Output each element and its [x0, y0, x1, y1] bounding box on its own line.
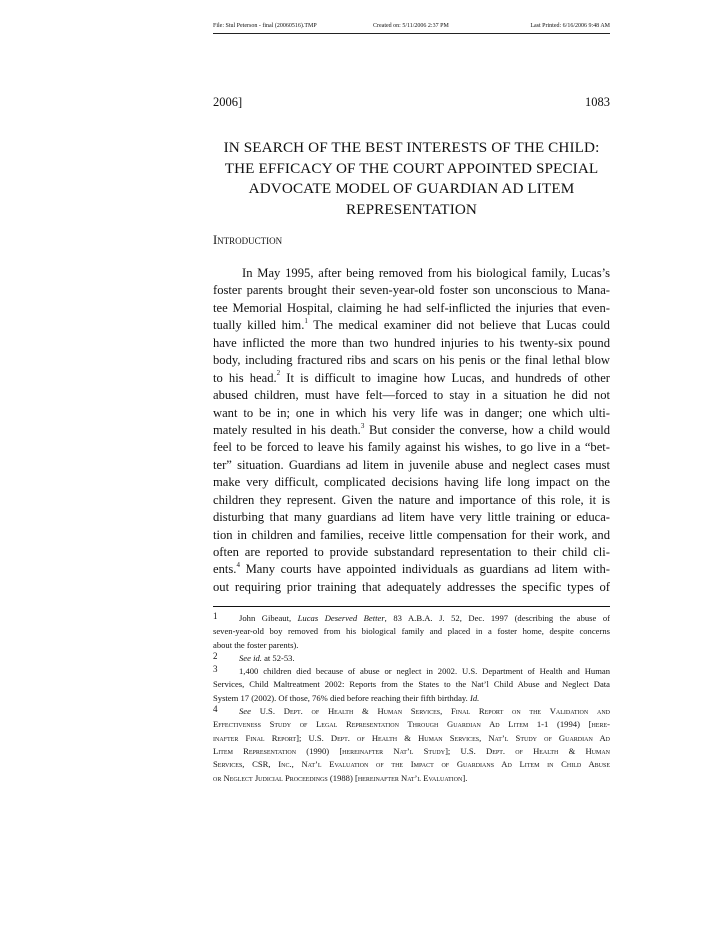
footnote-line — [213, 692, 610, 705]
body-line: abused children, must have felt—forced to stay in a situation he did not — [213, 388, 610, 403]
body-line: body, including fractured ribs and scars on his penis or the final lethal blow — [213, 353, 610, 368]
body-line-part: Many courts have appointed individuals as guardians ad litem with- — [239, 562, 610, 577]
footnote-text: See id. — [239, 652, 262, 663]
footnote-line: Litem Representation (1990) [hereinafter Nat’l Study]; U.S. Dept. of Health & Human — [213, 745, 610, 756]
header-printed-date: Last Printed: 6/16/2006 9:48 AM — [530, 23, 610, 29]
body-line-part: to his head. — [213, 370, 277, 385]
footnote-text: Lucas Deserved Better — [297, 613, 385, 623]
body-line-part: mately resulted in his death. — [213, 422, 361, 437]
page-number: 1083 — [585, 95, 610, 109]
body-line-part: But consider the converse, how a child would — [364, 422, 610, 437]
body-line: have inflicted the more than two hundred injuries to his twenty-six pound — [213, 335, 610, 350]
body-line: want to be in; one in which his very life was in danger; one which ulti- — [213, 405, 610, 420]
footnotes — [213, 612, 610, 785]
body-line-part: tually killed him. — [213, 318, 305, 333]
footnote-3 — [213, 665, 610, 678]
footnote-line: Services, CSR, Inc., Nat’l Evaluation of the Impact of Guardians Ad Litem in Child Abuse — [213, 759, 610, 770]
footnote-line: inafter Final Report]; U.S. Dept. of Health & Human Services, Nat’l Study of Guardian Ad — [213, 732, 610, 743]
footnote-line: Services, Child Maltreatment 2002: Reports from the States to the Nat’l Child Abuse and Neglect Data — [213, 679, 610, 690]
body-line-part: The medical examiner did not believe that Lucas could — [307, 318, 610, 333]
footnote-text: See — [239, 706, 251, 717]
footnote-ref[interactable]: 3 — [360, 421, 365, 430]
footnote-2 — [213, 652, 610, 665]
body-line: tion in children and families, receive little compensation for their work, and — [213, 527, 610, 542]
body-line — [213, 422, 610, 439]
footnote-line: Effectiveness Study of Legal Representation Through Guardian Ad Litem 1-1 (1994) [here- — [213, 719, 610, 730]
footnote-text: System 17 (2002). Of those, 76% died before reaching their fifth birthday. — [213, 692, 470, 703]
print-header — [213, 21, 610, 34]
body-line — [213, 317, 610, 334]
body-line-part: ents. — [213, 562, 237, 577]
footnote-line: about the foster parents). — [213, 639, 299, 650]
footnote-4 — [213, 705, 610, 718]
footnote-line: or Neglect Judicial Proceedings (1988) [hereinafter Nat’l Evaluation]. — [213, 772, 468, 783]
body-line — [213, 561, 610, 578]
footnote-text: 1,400 children died because of abuse or neglect in 2002. U.S. Department of Health and Human — [239, 666, 610, 677]
footnote-line: seven-year-old boy removed from his biological family and placed in a foster home, despite concerns — [213, 626, 610, 637]
footnote-number: 3 — [213, 664, 218, 675]
footnote-text: , 83 A.B.A. J. 52, Dec. 1997 (describing the abuse of — [384, 613, 611, 623]
body-line: tee Memorial Hospital, claiming he had self-inflicted the injuries that even- — [213, 300, 610, 315]
body-line: ter” situation. Guardians ad litem in juvenile abuse and neglect cases must — [213, 457, 610, 472]
body-line — [213, 370, 610, 387]
body-line: foster parents brought their seven-year-old foster son unconscious to Mana- — [213, 283, 610, 298]
running-head — [213, 95, 610, 111]
body-line: make very difficult, complicated decisions having life long impact on the — [213, 475, 610, 490]
body-text — [213, 265, 610, 596]
footnote-ref[interactable]: 4 — [236, 561, 240, 570]
footnote-text: U.S. Dept. of Health & Human Services, Final Report on the Validation and — [250, 706, 610, 717]
section-heading: Introduction — [213, 233, 283, 247]
body-line: feel to be forced to leave his family against his wishes, to go live in a “bet- — [213, 440, 610, 455]
body-line-part: It is difficult to imagine how Lucas, and hundreds of other — [280, 370, 610, 385]
header-created-date: Created on: 5/11/2006 2:37 PM — [373, 23, 449, 29]
footnote-number: 4 — [213, 704, 218, 715]
footnote-text: at 52-53. — [261, 652, 295, 663]
footnote-number: 1 — [213, 611, 218, 621]
body-line: disturbing that many guardians ad litem have very little training or educa- — [213, 510, 610, 525]
footnote-1 — [213, 612, 610, 625]
header-file-name: File: Stul Peterson - final (20060516).TMP — [213, 23, 317, 29]
footnote-number: 2 — [213, 650, 218, 661]
running-head-year: 2006] — [213, 95, 243, 109]
article-title: IN SEARCH OF THE BEST INTERESTS OF THE CHILD: THE EFFICACY OF THE COURT APPOINTED SPECIAL ADVOCATE MODEL OF GUARDIAN AD LITEM REPRESENTATION — [223, 139, 600, 218]
footnote-divider — [213, 606, 610, 607]
body-line: children they represent. Given the nature and importance of this role, it is — [213, 492, 610, 507]
footnote-text: John Gibeaut, — [239, 613, 298, 623]
body-line: In May 1995, after being removed from his biological family, Lucas’s — [242, 266, 610, 280]
body-line: often are reported to provide substandard representation to their child cli- — [213, 545, 610, 559]
footnote-ref[interactable]: 1 — [304, 317, 308, 326]
body-line: out requiring prior training that adequately addresses the specific types of — [213, 579, 610, 594]
footnote-text: Id. — [469, 692, 480, 703]
footnote-ref[interactable]: 2 — [276, 369, 281, 378]
